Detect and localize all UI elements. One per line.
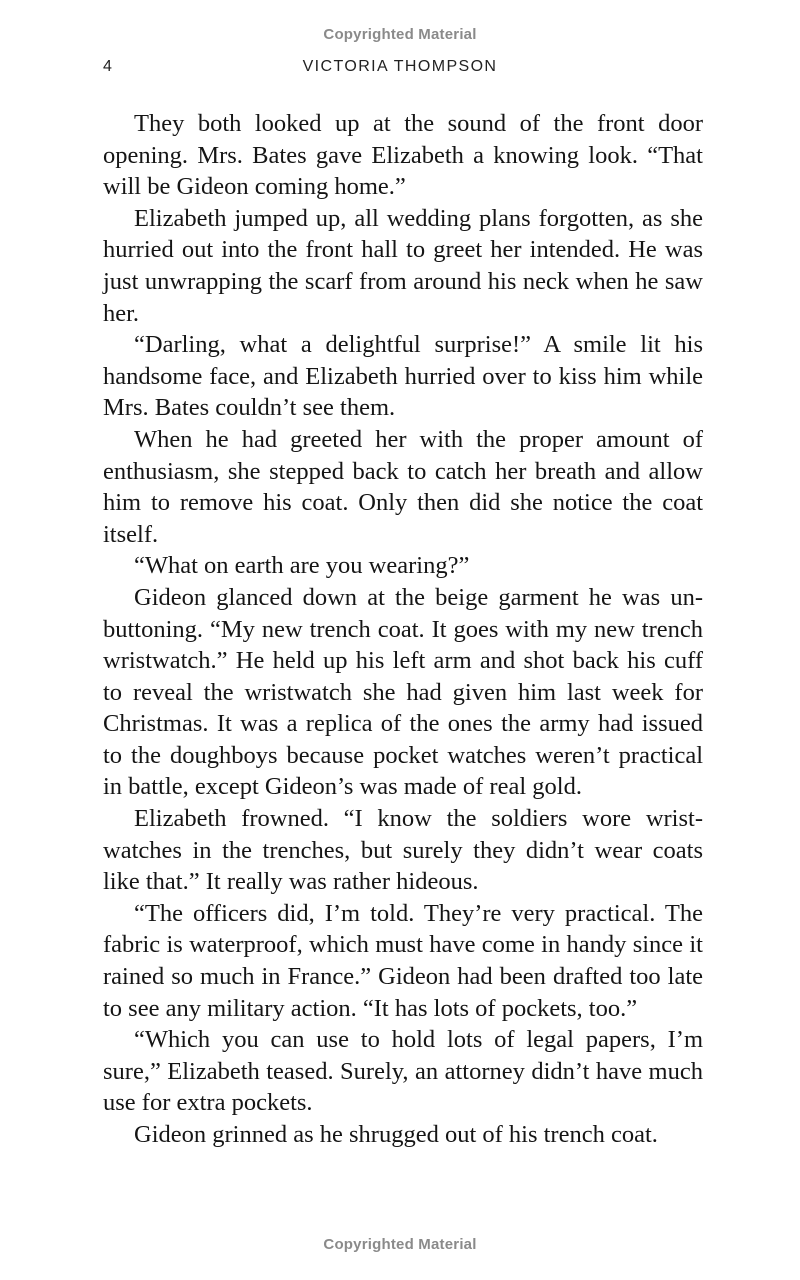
paragraph: Gideon grinned as he shrugged out of his trench coat. [134, 1121, 658, 1148]
paragraph: Elizabeth frowned. “I know the soldiers wore wristwatches in the trenches, but surely they didn’t wear coats like that.” It really was rather hideous. [103, 805, 703, 896]
copyright-watermark-top: Copyrighted Material [323, 26, 477, 43]
running-head-author: VICTORIA THOMPSON [302, 58, 498, 75]
paragraph: They both looked up at the sound of the front door opening. Mrs. Bates gave Elizabeth a knowing look. “That will be Gideon coming home.” [103, 110, 703, 201]
paragraph: “What on earth are you wearing?” [134, 552, 470, 580]
page-body [103, 108, 703, 1151]
paragraph: “Darling, what a delightful surprise!” A smile lit his handsome face, and Elizabeth hurried over to kiss him while Mrs. Bates couldn’t see them. [103, 331, 703, 422]
paragraph: Gideon glanced down at the beige garment he was unbuttoning. “My new trench coat. It goes with my new trench wristwatch.” He held up his left arm and shot back his cuff to reveal the wristwatch she had given him last week for Christmas. It was a replica of the ones the army had issued to the doughboys because pocket watches weren’t practical in battle, except Gideon’s was made of real gold. [103, 583, 703, 801]
paragraph: When he had greeted her with the proper amount of enthusiasm, she stepped back to catch her breath and allow him to remove his coat. Only then did she notice the coat itself. [103, 425, 703, 548]
paragraph: “Which you can use to hold lots of legal papers, I’m sure,” Elizabeth teased. Surely, an attorney didn’t have much use for extra pockets. [103, 1026, 703, 1117]
page-number: 4 [103, 58, 112, 75]
paragraph: Elizabeth jumped up, all wedding plans forgotten, as she hurried out into the front hall to greet her intended. He was just unwrapping the scarf from around his neck when he saw her. [103, 204, 703, 327]
copyright-watermark-bottom: Copyrighted Material [323, 1236, 477, 1253]
paragraph: “The officers did, I’m told. They’re very practical. The fabric is waterproof, which must have come in handy since it rained so much in France.” Gideon had been drafted too late to see any military action. “It has lots of pockets, too.” [103, 899, 703, 1022]
